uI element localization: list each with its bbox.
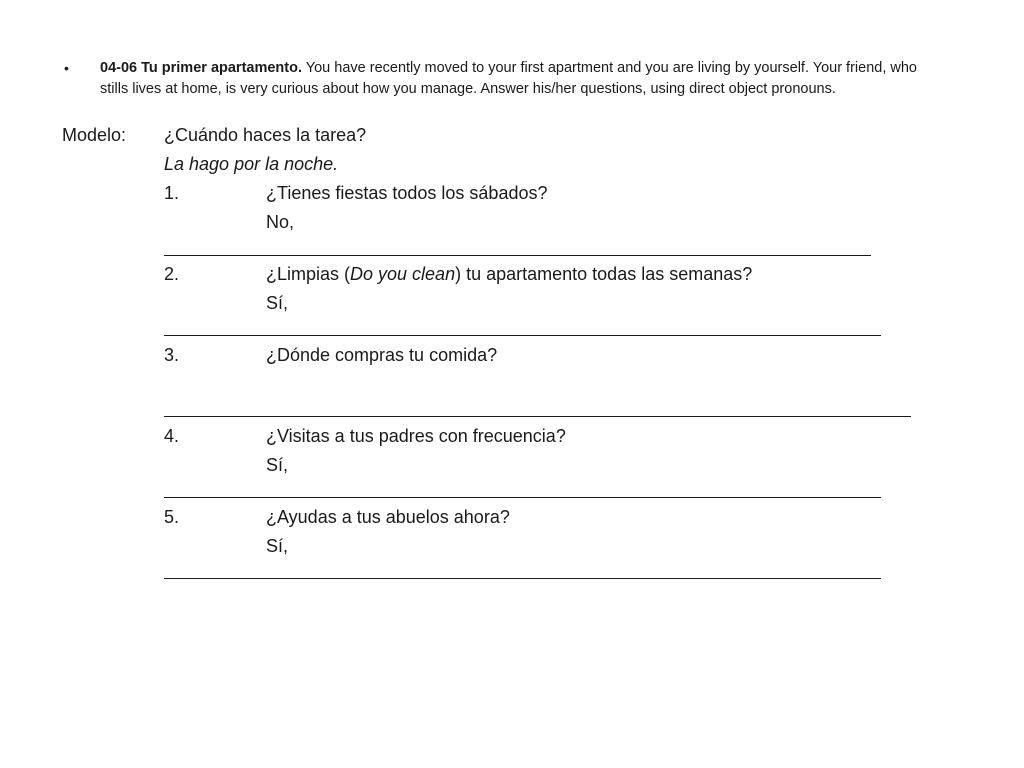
instructions-text: You have recently moved to your first apartment and you are living by yourself. Your friend, who stills lives at home, is very curious about how you manage. Answer his/her questions, using direct object pronouns. [100, 60, 917, 97]
question-1-answer-start: No, [266, 212, 295, 232]
question-1-text: ¿Tienes fiestas todos los sábados? [266, 183, 548, 203]
model-question: ¿Cuándo haces la tarea? [164, 125, 367, 145]
question-3-number: 3. [164, 345, 180, 365]
exercise-instructions [100, 58, 940, 99]
exercise-title: 04-06 Tu primer apartamento. [100, 60, 302, 76]
question-1-number: 1. [164, 183, 180, 203]
answer-line-5[interactable] [164, 578, 881, 579]
question-4-text: ¿Visitas a tus padres con frecuencia? [266, 426, 566, 446]
question-4-answer-start: Sí, [266, 455, 289, 475]
answer-line-1[interactable] [164, 255, 871, 256]
question-5-answer-start: Sí, [266, 536, 289, 556]
question-4-number: 4. [164, 426, 180, 446]
answer-line-4[interactable] [164, 497, 881, 498]
model-label: Modelo: [62, 125, 127, 145]
model-answer: La hago por la noche. [164, 154, 339, 174]
question-2-text [266, 262, 752, 286]
question-3-text: ¿Dónde compras tu comida? [266, 345, 498, 365]
question-2-text-after: ) tu apartamento todas las semanas? [455, 264, 753, 284]
question-5-text: ¿Ayudas a tus abuelos ahora? [266, 507, 510, 527]
question-2-answer-start: Sí, [266, 293, 289, 313]
question-2-text-before: ¿Limpias ( [266, 264, 351, 284]
question-2-number: 2. [164, 264, 180, 284]
question-5-number: 5. [164, 507, 180, 527]
question-2-text-italic: Do you clean [350, 264, 456, 284]
answer-line-3[interactable] [164, 416, 911, 417]
answer-line-2[interactable] [164, 335, 881, 336]
bullet-marker: • [64, 60, 69, 76]
